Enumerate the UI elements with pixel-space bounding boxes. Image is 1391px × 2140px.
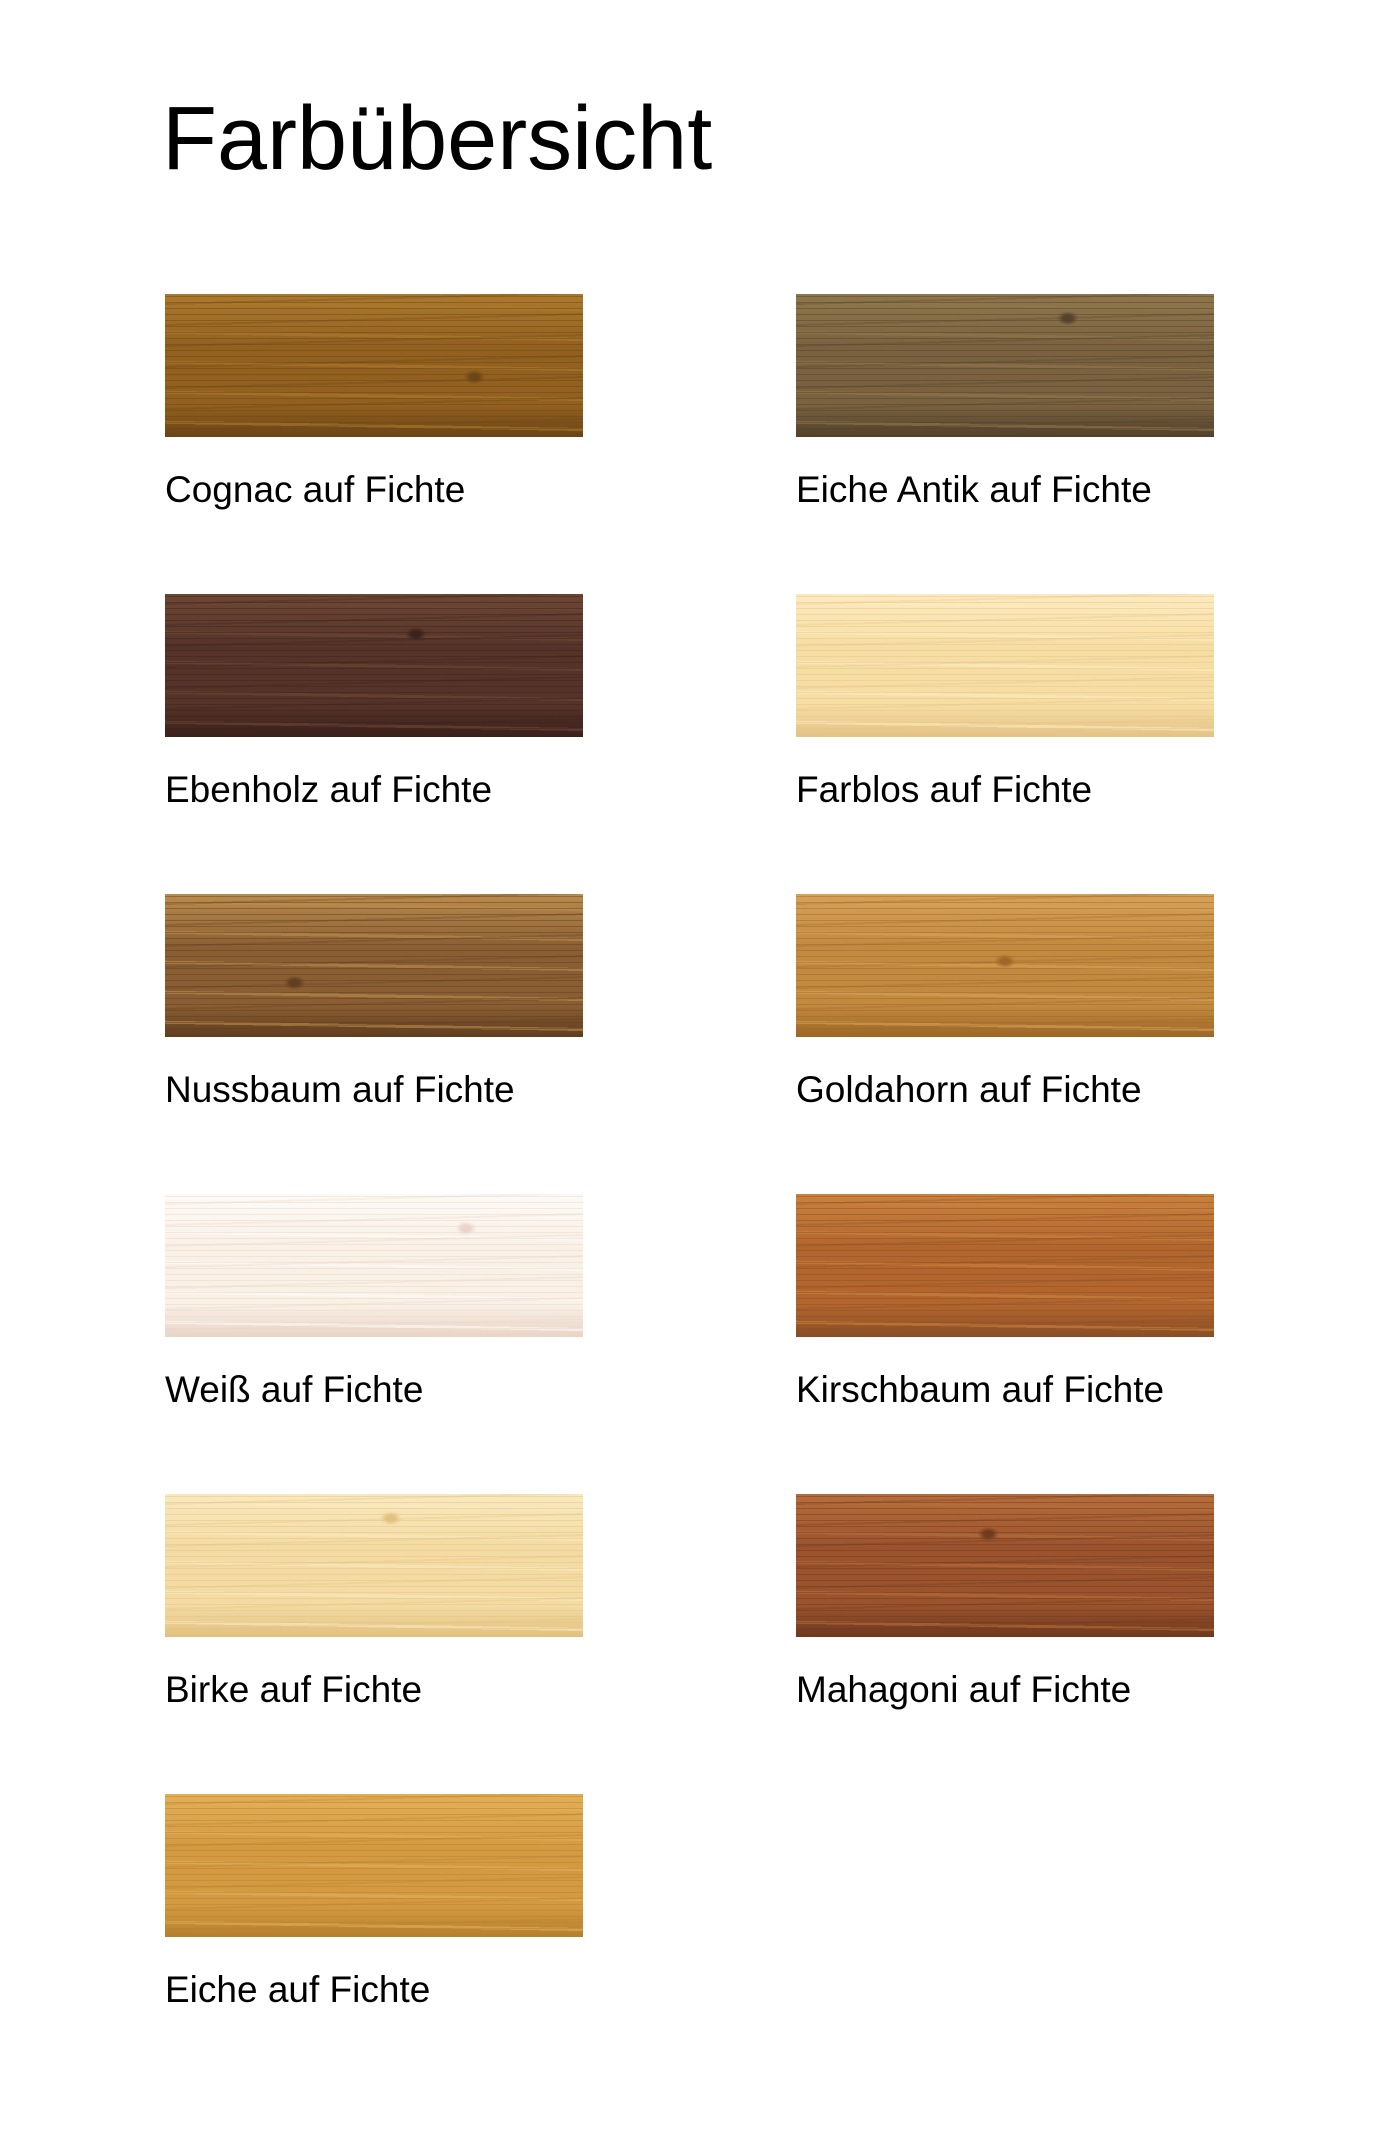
swatch-cell-goldahorn [796, 894, 1214, 1113]
wood-sample-goldahorn [796, 894, 1214, 1037]
swatch-label-birke: Birke auf Fichte [165, 1669, 423, 1710]
swatch-cell-eiche [165, 1794, 583, 2013]
swatch-cell-ebenholz [165, 594, 583, 813]
swatch-cell-weiss [165, 1194, 583, 1413]
swatch-label-eiche: Eiche auf Fichte [165, 1969, 431, 2010]
wood-sample-ebenholz [165, 594, 583, 737]
swatch-label-farblos: Farblos auf Fichte [796, 769, 1093, 810]
swatch-label-mahagoni: Mahagoni auf Fichte [796, 1669, 1132, 1710]
swatch-cell-cognac [165, 294, 583, 513]
wood-sample-nussbaum [165, 894, 583, 1037]
swatch-label-goldahorn: Goldahorn auf Fichte [796, 1069, 1142, 1110]
wood-sample-eiche-antik [796, 294, 1214, 437]
swatch-cell-farblos [796, 594, 1214, 813]
wood-sample-weiss [165, 1194, 583, 1337]
swatch-cell-birke [165, 1494, 583, 1713]
wood-sample-cognac [165, 294, 583, 437]
swatch-cell-nussbaum [165, 894, 583, 1113]
swatch-cell-mahagoni [796, 1494, 1214, 1713]
swatch-label-nussbaum: Nussbaum auf Fichte [165, 1069, 515, 1110]
swatch-label-weiss: Weiß auf Fichte [165, 1369, 424, 1410]
swatch-cell-eiche-antik [796, 294, 1214, 513]
swatch-label-kirschbaum: Kirschbaum auf Fichte [796, 1369, 1165, 1410]
wood-sample-eiche [165, 1794, 583, 1937]
page-title: Farbübersicht [162, 89, 713, 189]
swatch-label-eiche-antik: Eiche Antik auf Fichte [796, 469, 1152, 510]
wood-sample-farblos [796, 594, 1214, 737]
swatch-cell-kirschbaum [796, 1194, 1214, 1413]
swatch-grid [165, 294, 1217, 2013]
wood-sample-mahagoni [796, 1494, 1214, 1637]
wood-sample-kirschbaum [796, 1194, 1214, 1337]
swatch-label-ebenholz: Ebenholz auf Fichte [165, 769, 493, 810]
swatch-label-cognac: Cognac auf Fichte [165, 469, 466, 510]
wood-sample-birke [165, 1494, 583, 1637]
